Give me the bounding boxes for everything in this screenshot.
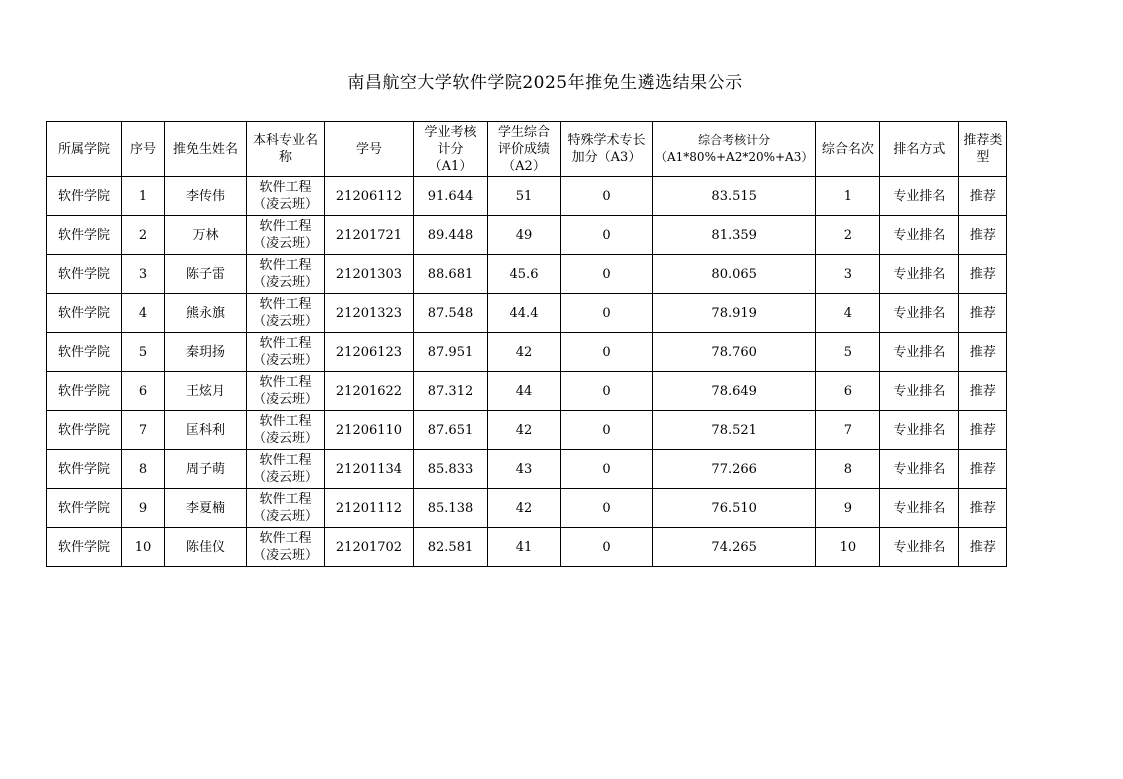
cell-name: 熊永旗	[165, 294, 247, 333]
table-row	[47, 489, 1007, 528]
cell-school: 软件学院	[47, 489, 122, 528]
cell-method: 专业排名	[880, 216, 959, 255]
cell-a2: 49	[488, 216, 561, 255]
table-row	[47, 294, 1007, 333]
cell-rank: 7	[816, 411, 880, 450]
cell-method: 专业排名	[880, 450, 959, 489]
cell-total: 76.510	[653, 489, 816, 528]
cell-a2: 42	[488, 333, 561, 372]
cell-type: 推荐	[959, 333, 1007, 372]
cell-school: 软件学院	[47, 294, 122, 333]
cell-a1: 87.548	[414, 294, 488, 333]
cell-type: 推荐	[959, 489, 1007, 528]
cell-a1: 85.833	[414, 450, 488, 489]
cell-major: 软件工程 （凌云班）	[247, 294, 325, 333]
cell-seq: 9	[122, 489, 165, 528]
cell-type: 推荐	[959, 372, 1007, 411]
cell-rank: 2	[816, 216, 880, 255]
cell-seq: 5	[122, 333, 165, 372]
cell-school: 软件学院	[47, 411, 122, 450]
cell-a1: 87.951	[414, 333, 488, 372]
cell-method: 专业排名	[880, 411, 959, 450]
cell-student-id: 21201134	[325, 450, 414, 489]
cell-a2: 41	[488, 528, 561, 567]
cell-total: 77.266	[653, 450, 816, 489]
cell-student-id: 21201702	[325, 528, 414, 567]
cell-seq: 4	[122, 294, 165, 333]
cell-a2: 45.6	[488, 255, 561, 294]
cell-a3: 0	[561, 372, 653, 411]
cell-name: 李传伟	[165, 177, 247, 216]
cell-a3: 0	[561, 216, 653, 255]
cell-major: 软件工程 （凌云班）	[247, 255, 325, 294]
cell-method: 专业排名	[880, 372, 959, 411]
cell-student-id: 21201112	[325, 489, 414, 528]
cell-seq: 1	[122, 177, 165, 216]
header-name: 推免生姓名	[165, 122, 247, 177]
header-a2: 学生综合 评价成绩 （A2）	[488, 122, 561, 177]
cell-type: 推荐	[959, 294, 1007, 333]
cell-a2: 44.4	[488, 294, 561, 333]
header-school: 所属学院	[47, 122, 122, 177]
cell-a2: 51	[488, 177, 561, 216]
cell-school: 软件学院	[47, 177, 122, 216]
cell-major: 软件工程 （凌云班）	[247, 411, 325, 450]
cell-student-id: 21206112	[325, 177, 414, 216]
cell-name: 陈佳仪	[165, 528, 247, 567]
table-row	[47, 411, 1007, 450]
header-student-id: 学号	[325, 122, 414, 177]
cell-a3: 0	[561, 333, 653, 372]
cell-seq: 6	[122, 372, 165, 411]
cell-seq: 3	[122, 255, 165, 294]
header-a1: 学业考核 计分 （A1）	[414, 122, 488, 177]
cell-a1: 89.448	[414, 216, 488, 255]
cell-major: 软件工程 （凌云班）	[247, 216, 325, 255]
cell-method: 专业排名	[880, 177, 959, 216]
cell-school: 软件学院	[47, 216, 122, 255]
table-row	[47, 372, 1007, 411]
cell-type: 推荐	[959, 411, 1007, 450]
cell-rank: 6	[816, 372, 880, 411]
cell-a1: 88.681	[414, 255, 488, 294]
cell-seq: 8	[122, 450, 165, 489]
cell-a3: 0	[561, 528, 653, 567]
cell-method: 专业排名	[880, 528, 959, 567]
header-rank: 综合名次	[816, 122, 880, 177]
cell-seq: 10	[122, 528, 165, 567]
header-total: 综合考核计分 （A1*80%+A2*20%+A3）	[653, 122, 816, 177]
cell-a1: 91.644	[414, 177, 488, 216]
cell-method: 专业排名	[880, 489, 959, 528]
cell-type: 推荐	[959, 216, 1007, 255]
cell-total: 74.265	[653, 528, 816, 567]
table-row	[47, 216, 1007, 255]
cell-a3: 0	[561, 450, 653, 489]
cell-rank: 4	[816, 294, 880, 333]
cell-name: 秦玥扬	[165, 333, 247, 372]
cell-a3: 0	[561, 177, 653, 216]
cell-major: 软件工程 （凌云班）	[247, 177, 325, 216]
cell-type: 推荐	[959, 255, 1007, 294]
cell-rank: 3	[816, 255, 880, 294]
cell-total: 78.521	[653, 411, 816, 450]
cell-seq: 7	[122, 411, 165, 450]
cell-a2: 42	[488, 411, 561, 450]
cell-student-id: 21201323	[325, 294, 414, 333]
cell-major: 软件工程 （凌云班）	[247, 489, 325, 528]
header-type: 推荐类 型	[959, 122, 1007, 177]
cell-school: 软件学院	[47, 255, 122, 294]
cell-rank: 8	[816, 450, 880, 489]
header-major: 本科专业名 称	[247, 122, 325, 177]
cell-a3: 0	[561, 489, 653, 528]
cell-method: 专业排名	[880, 294, 959, 333]
cell-major: 软件工程 （凌云班）	[247, 450, 325, 489]
cell-a1: 82.581	[414, 528, 488, 567]
cell-a3: 0	[561, 255, 653, 294]
header-seq: 序号	[122, 122, 165, 177]
cell-a1: 85.138	[414, 489, 488, 528]
cell-type: 推荐	[959, 450, 1007, 489]
cell-total: 80.065	[653, 255, 816, 294]
cell-major: 软件工程 （凌云班）	[247, 333, 325, 372]
cell-method: 专业排名	[880, 255, 959, 294]
cell-a3: 0	[561, 294, 653, 333]
table-row	[47, 177, 1007, 216]
cell-name: 李夏楠	[165, 489, 247, 528]
results-table	[46, 121, 1007, 567]
header-method: 排名方式	[880, 122, 959, 177]
cell-school: 软件学院	[47, 450, 122, 489]
document-title: 南昌航空大学软件学院2025年推免生遴选结果公示	[347, 73, 743, 93]
cell-name: 王炫月	[165, 372, 247, 411]
cell-total: 81.359	[653, 216, 816, 255]
cell-rank: 10	[816, 528, 880, 567]
cell-name: 匡科利	[165, 411, 247, 450]
cell-rank: 9	[816, 489, 880, 528]
cell-rank: 5	[816, 333, 880, 372]
cell-type: 推荐	[959, 177, 1007, 216]
cell-seq: 2	[122, 216, 165, 255]
cell-school: 软件学院	[47, 528, 122, 567]
cell-name: 陈子雷	[165, 255, 247, 294]
table-row	[47, 528, 1007, 567]
cell-method: 专业排名	[880, 333, 959, 372]
cell-name: 周子萌	[165, 450, 247, 489]
cell-student-id: 21206110	[325, 411, 414, 450]
cell-type: 推荐	[959, 528, 1007, 567]
cell-a2: 43	[488, 450, 561, 489]
cell-total: 78.919	[653, 294, 816, 333]
cell-school: 软件学院	[47, 372, 122, 411]
table-row	[47, 255, 1007, 294]
header-a3: 特殊学术专长 加分（A3）	[561, 122, 653, 177]
cell-name: 万林	[165, 216, 247, 255]
cell-student-id: 21201303	[325, 255, 414, 294]
table-row	[47, 450, 1007, 489]
cell-major: 软件工程 （凌云班）	[247, 372, 325, 411]
cell-student-id: 21201622	[325, 372, 414, 411]
cell-a1: 87.651	[414, 411, 488, 450]
cell-major: 软件工程 （凌云班）	[247, 528, 325, 567]
cell-student-id: 21201721	[325, 216, 414, 255]
cell-student-id: 21206123	[325, 333, 414, 372]
cell-total: 83.515	[653, 177, 816, 216]
cell-school: 软件学院	[47, 333, 122, 372]
cell-total: 78.649	[653, 372, 816, 411]
table-header-row	[47, 122, 1007, 177]
table-row	[47, 333, 1007, 372]
cell-rank: 1	[816, 177, 880, 216]
cell-total: 78.760	[653, 333, 816, 372]
cell-a1: 87.312	[414, 372, 488, 411]
cell-a2: 44	[488, 372, 561, 411]
cell-a2: 42	[488, 489, 561, 528]
cell-a3: 0	[561, 411, 653, 450]
